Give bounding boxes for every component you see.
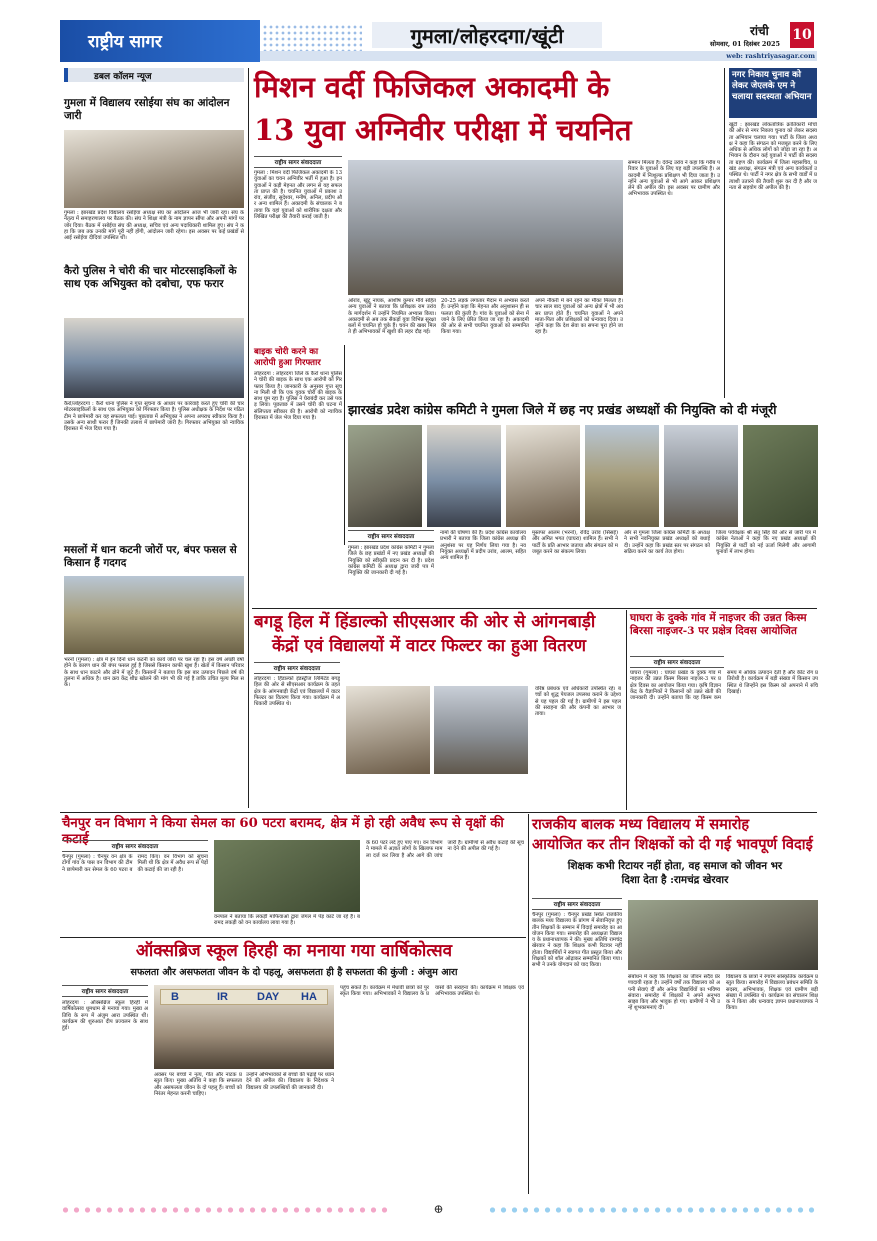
bagru-col2: वरिष्ठ प्रबंधक एवं अधिकारी उपस्थित रहे। बच्चों को शुद्ध पेयजल उपलब्ध कराने के उद्देश्य से यह पहल की गई है। ग्रामीणों ने इस पहल की सराहना की और कंपनी का आभार जताया। (535, 686, 621, 718)
portrait-1 (348, 425, 422, 527)
birthday-banner: B IR DAY HA (160, 989, 328, 1005)
oxbridge-headline: ऑक्सब्रिज स्कूल हिरही का मनाया गया वार्षिकोत्सव (135, 941, 453, 961)
school-sub-2: दिशा देता है :रामचंद्र खेरवार (621, 874, 729, 886)
ghaghra-byline: राष्ट्रीय सागर संवाददाता (630, 656, 724, 668)
bagru-col1: लोहरदगा : हिंडाल्को इंडस्ट्रीज लिमिटेड बगडू हिल की ओर से सीएसआर कार्यक्रम के तहत क्षेत्र के आंगनबाड़ी केंद्रों एवं विद्यालयों में वाटर फिल्टर का वितरण किया गया। कार्यक्रम में अधिकारी उपस्थित थे। (254, 676, 340, 708)
lead-col4: अपने नौकरी में बने रहने का मौका मिलता है। चार साल बाद युवाओं को अन्य क्षेत्रों में भी अवसर प्राप्त होते हैं। चयनित युवाओं ने अपने माता-पिता और प्रशिक्षकों को धन्यवाद दिया। उन्होंने कहा कि देश सेवा का सपना पूरा होने जा रहा है। (535, 298, 623, 336)
theft-divider (344, 345, 345, 545)
chainpur-photo (214, 840, 360, 912)
portrait-5 (664, 425, 738, 527)
school-col3: विद्यालय के छात्रों ने रंगारंग सांस्कृतिक कार्यक्रम प्रस्तुत किया। समारोह में विद्यालय प्रबंधन समिति के सदस्य, अभिभावक, शिक्षक एवं ग्रामीण बड़ी संख्या में उपस्थित थे। कार्यक्रम का संचालन शिक्षक ने किया और धन्यवाद ज्ञापन प्रधानाध्यापक ने किया। (726, 974, 818, 1012)
lead-headline-1: मिशन वर्दी फिजिकल अकादमी के (254, 70, 610, 104)
chainpur-col3: के 60 पटरे लदे हुए पाए गए। वन विभाग ने मामले में अज्ञात लोगों के खिलाफ मामला दर्ज कर लिया है और आगे की जांच जारी है। ग्रामीणों से अवैध कटाई की सूचना देने की अपील की गई है। (366, 840, 524, 859)
sidebar-divider (248, 68, 249, 808)
logo-dots (262, 24, 362, 54)
congress-portraits (348, 425, 818, 527)
page-number: 10 (790, 22, 814, 48)
theft-body: लोहरदगा : लोहरदगा जिले के कैरो थाना पुलिस ने चोरी की बाइक के साथ एक आरोपी को गिरफ्तार किया है। जानकारी के अनुसार गुप्त सूचना मिली थी कि एक युवक चोरी की बाइक के साथ घूम रहा है। पुलिस ने घेराबंदी कर उसे पकड़ लिया। पूछताछ में उसने चोरी की घटना में संलिप्तता स्वीकार की है। आरोपी को न्यायिक हिरासत में जेल भेज दिया गया है। (254, 371, 342, 422)
web-url: web: rashtriyasagar.com (726, 52, 815, 60)
lead-photo (348, 160, 623, 295)
bagru-photo-2 (434, 686, 528, 774)
school-col1: चैनपुर (गुमला) : चैनपुर प्रखंड स्थित राजकीय बालक मध्य विद्यालय के प्रांगण में सेवानिवृत्त हुए तीन शिक्षकों के सम्मान में विदाई समारोह का आयोजन किया गया। समारोह की अध्यक्षता विद्यालय के प्रधानाध्यापक ने की। मुख्य अतिथि रामचंद्र खेरवार ने कहा कि शिक्षक कभी रिटायर नहीं होता। विद्यार्थियों ने स्वागत गीत प्रस्तुत किया और शिक्षकों को शॉल ओढ़ाकर सम्मानित किया गया। सभी ने उनके योगदान को याद किया। (532, 912, 622, 969)
school-photo (628, 900, 818, 970)
s3-title: मसलों में धान कटनी जोरों पर, बंपर फसल से किसान हैं गदगद (64, 544, 237, 569)
oxbridge-photo (154, 985, 334, 1069)
s2-body: कैरो/लोहरदगा : कैरो थाना पुलिस ने गुप्त सूचना के आधार पर कार्रवाई करते हुए चोरी की चार मोटरसाइकिलों के साथ एक अभियुक्त को गिरफ्तार किया है। पुलिस अधीक्षक के निर्देश पर गठित टीम ने छापेमारी कर यह सफलता पाई। पूछताछ में अभियुक्त ने अपना अपराध स्वीकार किया है। उसके अन्य साथी फरार हैं जिनकी तलाश में छापेमारी जारी है। गिरफ्तार अभियुक्त को न्यायिक हिरासत में भेज दिया गया है। (64, 401, 244, 433)
footer-mark: ⊕ (433, 1202, 444, 1216)
lead-col1: गुमला : मिशन वर्दी फिजिकल अकादमी के 13 युवाओं का चयन अग्निवीर भर्ती में हुआ है। इन युवाओं ने कड़ी मेहनत और लगन से यह सफलता प्राप्त की है। चयनित युवाओं में प्रकाश उरांव, संजीव, सुदेश्वर, मनीष, अनिल, प्रदीप और अन्य शामिल हैं। अकादमी के संचालक ने बताया कि यहां युवाओं को शारीरिक दक्षता और लिखित परीक्षा की तैयारी कराई जाती है। (254, 170, 342, 221)
footer-dots-left (60, 1206, 390, 1214)
congress-byline: राष्ट्रीय सागर संवाददाता (348, 530, 434, 542)
oxbridge-sub: सफलता और असफलता जीवन के दो पहलू, असफलता ही है सफलता की कुंजी : अंजुम आरा (130, 967, 458, 978)
congress-col4: ओर से गुमला जिला कांग्रेस कमिटी के अध्यक्ष ने सभी नवनियुक्त प्रखंड अध्यक्षों को बधाई दी। उन्होंने कहा कि प्रखंड स्तर पर संगठन को सक्रिय करने का कार्य तेज होगा। (624, 530, 710, 555)
congress-col2: नामों की घोषणा की है। प्रदेश कांग्रेस कार्यालय प्रभारी ने बताया कि जिला कांग्रेस अध्यक्ष की अनुशंसा पर यह निर्णय लिया गया है। नवनियुक्त अध्यक्षों में प्रदीप उरांव, आलम, सहित अन्य शामिल हैं। (440, 530, 526, 562)
lead-headline-2: 13 युवा अग्निवीर परीक्षा में चयनित (254, 113, 632, 147)
school-headline-1: राजकीय बालक मध्य विद्यालय में समारोह (532, 816, 750, 833)
lead-col2: ओरांव, खुंटू नायक, आशीष कुमार मौर्य सहित अन्य युवाओं ने बताया कि प्रशिक्षक राम उरांव के मार्गदर्शन में उन्होंने नियमित अभ्यास किया। अकादमी से अब तक सैकड़ों युवा विभिन्न सुरक्षा बलों में चयनित हो चुके हैं। चयन की खबर मिलते ही अभिभावकों में खुशी की लहर दौड़ गई। (348, 298, 436, 336)
portrait-3 (506, 425, 580, 527)
bagru-headline-2: केंद्रों एवं विद्यालयों में वाटर फिल्टर का हुआ वितरण (272, 636, 587, 656)
right-divider (724, 68, 725, 398)
oxbridge-col4: पहुंच सकते हैं। कार्यक्रम में मेधावी छात्रों को पुरस्कृत किया गया। अभिभावकों ने विद्यालय के प्रयासों की सराहना की। कार्यक्रम में शिक्षक एवं अभिभावक उपस्थित थे। (340, 985, 524, 998)
s3-body: भरनो (गुमला) : क्षेत्र में इन दिनों धान कटनी का कार्य जोरों पर चल रहा है। इस वर्ष अच्छी वर्षा होने के कारण धान की बंपर फसल हुई है जिससे किसान काफी खुश हैं। खेतों में किसान परिवार के साथ धान काटने और ढोने में जुटे हैं। किसानों ने बताया कि इस बार उत्पादन पिछले वर्ष की तुलना में अधिक है। धान क्रय केंद्र शीघ्र खोलने की मांग भी की गई है ताकि उचित मूल्य मिल सके। (64, 657, 244, 689)
web-bar (260, 51, 817, 61)
bagru-top-rule (252, 608, 817, 609)
bagru-photo-1 (346, 686, 430, 774)
oxbridge-byline: राष्ट्रीय सागर संवाददाता (62, 985, 148, 997)
section-title: गुमला/लोहरदगा/खूंटी (372, 22, 602, 48)
congress-headline: झारखंड प्रदेश कांग्रेस कमिटी ने गुमला जिले में छह नए प्रखंड अध्यक्षों की नियुक्ति को दी मंजूरी (348, 402, 777, 417)
oxbridge-col1: लोहरदगा : ऑक्सब्रिज स्कूल हिरही में वार्षिकोत्सव धूमधाम से मनाया गया। मुख्य अतिथि के रूप में अंजुम आरा उपस्थित थीं। कार्यक्रम की शुरुआत दीप प्रज्वलन के साथ हुई। (62, 1000, 148, 1032)
bagru-headline-1: बगडू हिल में हिंडाल्को सीएसआर की ओर से आंगनबाड़ी (254, 612, 596, 632)
school-byline: राष्ट्रीय सागर संवाददाता (532, 898, 622, 910)
footer-bar (60, 1200, 817, 1220)
bagru-byline: राष्ट्रीय सागर संवाददाता (254, 662, 340, 674)
lead-col3: 20-25 लड़के लगातार मैदान में अभ्यास करते हैं। उन्होंने कहा कि मेहनत और अनुशासन ही सफलता की कुंजी है। गांव के युवाओं को सेना में जाने के लिए प्रेरित किया जा रहा है। अकादमी की ओर से सभी चयनित युवाओं को सम्मानित किया गया। (441, 298, 529, 336)
school-divider (528, 814, 529, 1194)
paper-logo (60, 20, 260, 62)
chainpur-col2: वनपाल ने बताया कि लकड़ी माफियाओं द्वारा जंगल में पेड़ काटे जा रहे हैं। बरामद लकड़ी को वन कार्यालय लाया गया है। (214, 914, 360, 927)
city: रांची (750, 24, 769, 38)
ghaghra-body: घाघरा (गुमला) : घाघरा प्रखंड के दुक्के गांव में नाइजर की उन्नत किस्म बिरसा नाइजर-3 पर प्रक्षेत्र दिवस का आयोजन किया गया। कृषि विज्ञान केंद्र के वैज्ञानिकों ने किसानों को उन्नत खेती की जानकारी दी। उन्होंने बताया कि यह किस्म कम समय में अधिक उत्पादन देती है और कीट रोग प्रतिरोधी है। कार्यक्रम में बड़ी संख्या में किसान उपस्थित थे जिन्होंने इस किस्म को अपनाने में रुचि दिखाई। (630, 670, 818, 702)
portrait-4 (585, 425, 659, 527)
lead-byline: राष्ट्रीय सागर संवाददाता (254, 156, 342, 168)
sidebar-label: डबल कॉलम न्यूज (64, 68, 244, 82)
school-sub-1: शिक्षक कभी रिटायर नहीं होता, वह समाज को जीवन भर (567, 860, 783, 872)
chainpur-byline: राष्ट्रीय सागर संवाददाता (62, 840, 208, 852)
oxbridge-col2: अवसर पर बच्चों ने नृत्य, गीत और नाटक प्रस्तुत किए। मुख्य अतिथि ने कहा कि सफलता और असफलता जीवन के दो पहलू हैं। बच्चों को निरंतर मेहनत करनी चाहिए। (154, 1072, 242, 1097)
s2-title: कैरो पुलिस ने चोरी की चार मोटरसाइकिलों के साथ एक अभियुक्त को दबोचा, एफ फरार (64, 265, 237, 290)
ghaghra-title: घाघरा के दुक्के गांव में नाइजर की उन्नत किस्म बिरसा नाइजर-3 पर प्रक्षेत्र दिवस आयोजित (630, 612, 807, 638)
s1-photo (64, 130, 244, 208)
ghaghra-divider (626, 610, 627, 810)
footer-dots-right (487, 1206, 817, 1214)
s3-photo (64, 576, 244, 654)
portrait-2 (427, 425, 501, 527)
right1-title-box (729, 68, 817, 118)
s1-title: गुमला में विद्यालय रसोईया संघ का आंदोलन जारी (64, 97, 230, 122)
masthead (60, 20, 817, 64)
oxbridge-top-rule (60, 937, 526, 938)
congress-col1: गुमला : झारखंड प्रदेश कांग्रेस कमिटी ने गुमला जिले के छह प्रखंडों में नए प्रखंड अध्यक्षों की नियुक्ति को स्वीकृति प्रदान कर दी है। प्रदेश कांग्रेस कमिटी के अध्यक्ष द्वारा जारी पत्र में नियुक्ति की जानकारी दी गई है। (348, 545, 434, 577)
theft-title: बाइक चोरी करने का आरोपी हुआ गिरफ्तार (254, 347, 321, 368)
congress-col3: मुस्तफा आलम (भरनो), रविंद्र उरांव (सिसई) और अमित भगत (घाघरा) शामिल हैं। सभी ने पार्टी के प्रति आभार जताया और संगठन को मजबूत करने का संकल्प लिया। (532, 530, 618, 555)
portrait-6 (743, 425, 818, 527)
school-headline-2: आयोजित कर तीन शिक्षकों को दी गई भावपूर्ण विदाई (532, 836, 813, 853)
congress-col5: जिला पर्यवेक्षक श्री संतु सिंह की ओर से जारी पत्र में कांग्रेस नेताओं ने कहा कि नए प्रखंड अध्यक्षों की नियुक्ति से पार्टी को नई ऊर्जा मिलेगी और आगामी चुनावों में लाभ होगा। (716, 530, 816, 555)
chainpur-top-rule (60, 812, 817, 813)
chainpur-col1: चैनपुर (गुमला) : चैनपुर वन क्षेत्र के टोंगो गांव के पास वन विभाग की टीम ने छापेमारी कर सेमल के 60 पटरा बरामद किए। वन विभाग को सूचना मिली थी कि क्षेत्र में अवैध रूप से पेड़ों की कटाई की जा रही है। (62, 854, 208, 873)
paper-name: राष्ट्रीय सागर (88, 32, 162, 52)
s2-photo (64, 318, 244, 398)
lead-col5: सम्मान मिलता है। देवेन्द्र उरांव ने कहा कि गरीब परिवार के युवाओं के लिए यह बड़ी उपलब्धि है। अकादमी में निःशुल्क प्रशिक्षण भी दिया जाता है। उन्होंने अन्य युवाओं से भी आगे आकर प्रशिक्षण लेने की अपील की। इस अवसर पर ग्रामीण और अभिभावक उपस्थित थे। (628, 160, 720, 198)
right1-body: खूंटी : झारखंड लोकतांत्रिक क्रांतिकारी मोर्चा की ओर से नगर निकाय चुनाव को लेकर सदस्यता अभियान चलाया गया। पार्टी के जिला अध्यक्ष ने कहा कि संगठन को मजबूत करने के लिए अधिक से अधिक लोगों को जोड़ा जा रहा है। अभियान के दौरान कई युवाओं ने पार्टी की सदस्यता ग्रहण की। कार्यक्रम में जिला महासचिव, प्रखंड अध्यक्ष, संगठन मंत्री एवं अन्य कार्यकर्ता उपस्थित थे। पार्टी ने नगर क्षेत्र के सभी वार्डों में प्रत्याशी उतारने की तैयारी शुरू कर दी है और जनता से सहयोग की अपील की है। (729, 122, 817, 191)
oxbridge-col3: उन्होंने अभिभावकों से बच्चों की पढ़ाई पर ध्यान देने की अपील की। विद्यालय के निदेशक ने विद्यालय की उपलब्धियों की जानकारी दी। (246, 1072, 334, 1091)
school-col2: संबोधन में कहा कि शिक्षकों का जीवन सदैव प्रेरणादायी रहता है। उन्होंने वर्षों तक विद्यालय को अपनी सेवाएं दीं और अनेक विद्यार्थियों का भविष्य संवारा। समारोह में शिक्षकों ने अपने अनुभव साझा किए और भावुक हो गए। ग्रामीणों ने भी उन्हें शुभकामनाएं दीं। (628, 974, 720, 1012)
s1-body: गुमला : झारखंड प्रदेश विद्यालय रसोईया अध्यक्ष संघ का आंदोलन आज भी जारी रहा। संघ के नेतृत्व में समाहरणालय पर बैठक की। संघ ने शिक्षा मंत्री के नाम ज्ञापन सौंपा और अपनी मांगों पर जोर दिया। बैठक में रसोईया संघ की अध्यक्ष, सचिव एवं अन्य पदाधिकारी शामिल हुए। संघ ने कहा कि जब तक उनकी मांगें पूरी नहीं होंगी, आंदोलन जारी रहेगा। इस अवसर पर कई प्रखंडों से आई रसोईया दीदियां उपस्थित थीं। (64, 210, 244, 242)
date: सोमवार, 01 दिसंबर 2025 (710, 40, 781, 48)
chainpur-headline: चैनपुर वन विभाग ने किया सेमल का 60 पटरा बरामद, क्षेत्र में हो रही अवैध रूप से वृक्षों की कटाई (62, 816, 504, 847)
right1-title: नगर निकाय चुनाव को लेकर जेएलके एम ने चलाया सदस्यता अभियान (732, 70, 812, 102)
